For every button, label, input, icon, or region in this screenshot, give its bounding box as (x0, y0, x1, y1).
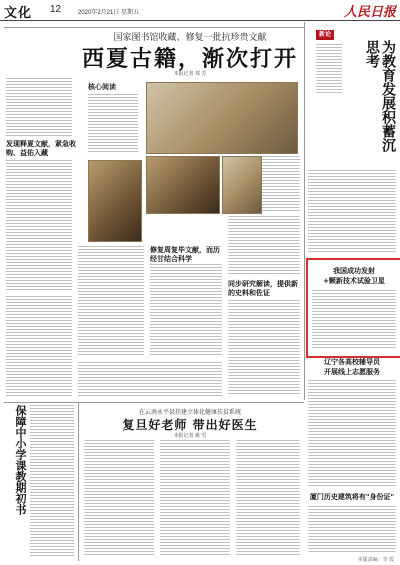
page-number: 12 (50, 4, 62, 15)
subhead-1: 发现释夏文献，紧急收购、益佑入藏 (6, 140, 76, 157)
page-header (0, 0, 400, 21)
main-kicker: 国家图书馆收藏、修复一批抗珍贵文献 (113, 33, 267, 43)
satellite-news-text (312, 290, 396, 350)
column-divider (78, 403, 79, 561)
body-text (6, 78, 72, 136)
main-byline: 本报记者 郑 芳 (173, 71, 207, 77)
right-bottom-body (308, 506, 396, 554)
photo-caption (262, 156, 300, 212)
body-text (6, 296, 72, 396)
editorial-body (308, 170, 396, 254)
manuscript-photo-3 (222, 156, 262, 214)
satellite-title-line-1: 我国成功发射 (333, 267, 375, 275)
body-text (6, 160, 72, 290)
satellite-title-line-2: +颗新技术试验卫星 (323, 277, 385, 285)
body-text (150, 264, 222, 356)
divider (4, 27, 304, 28)
left-bottom-body (30, 405, 74, 557)
body-text (236, 440, 300, 556)
body-text (84, 440, 154, 556)
divider (4, 402, 304, 403)
manuscript-photo (146, 82, 298, 154)
right-story-title-1: 辽宁各高校辅导员 (324, 358, 380, 366)
manuscript-photo-4 (88, 160, 142, 242)
page-credit: 本版责编：李 霞 (357, 557, 394, 563)
left-bottom-headline: 保障中小学课教期初书 (14, 405, 27, 515)
subhead-3: 同步研究解读，提供新的史料和佐证 (228, 280, 298, 297)
masthead-logo: 人民日报 (343, 5, 396, 20)
bottom-byline: 本报记者 姚 雪 (173, 433, 207, 439)
body-text (78, 362, 222, 396)
body-text (78, 246, 144, 356)
body-text (160, 440, 230, 556)
satellite-news-title (308, 266, 400, 286)
column-divider (304, 22, 305, 400)
right-story-headline (306, 357, 398, 377)
section-name: 文化 (4, 6, 33, 21)
editorial-headline: 为教育发展积蓄沉思考 (364, 40, 396, 152)
bottom-kicker: 在云南永平县挂建立体化健康扶贫系统 (138, 409, 241, 416)
editorial-tag: 新论 (316, 30, 334, 40)
manuscript-photo-2 (146, 156, 220, 214)
right-story-title-2: 开展线上志愿服务 (324, 368, 380, 376)
satellite-news-box (306, 258, 400, 358)
right-bottom-headline: 厦门历史建筑将有"身份证" (309, 493, 395, 501)
main-headline: 西夏古籍，渐次打开 (81, 46, 298, 72)
body-text (228, 216, 300, 276)
issue-date: 2020年2月21日 星期五 (78, 10, 140, 16)
bottom-headline: 复旦好老师 带出好医生 (122, 418, 258, 432)
right-story-body (308, 380, 396, 488)
subhead-2: 修复周复毕文献，而历经甘结合科学 (150, 246, 220, 263)
core-reading-text (88, 94, 138, 154)
editorial-lead (316, 44, 342, 94)
core-reading-label: 核心阅读 (88, 82, 116, 91)
body-text (228, 300, 300, 396)
